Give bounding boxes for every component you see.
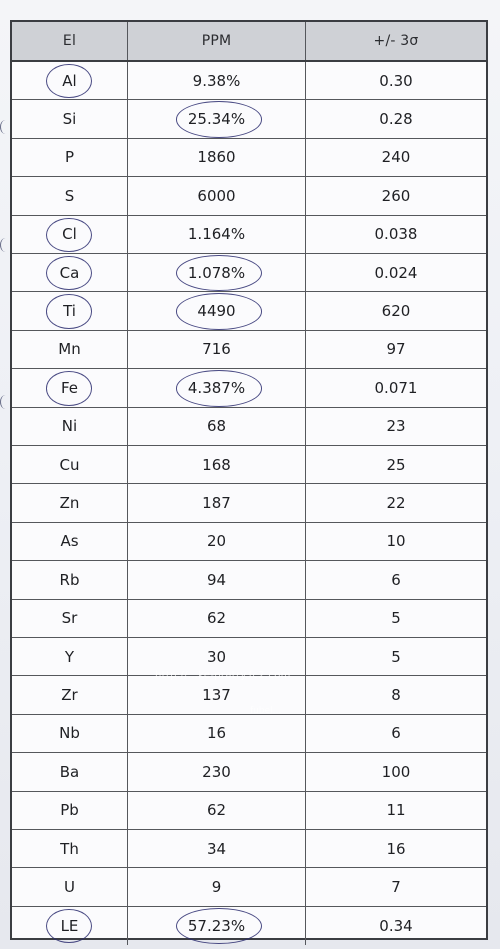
ppm-value: 30 (128, 638, 306, 675)
ppm-value: 716 (128, 331, 306, 368)
sigma-value: 11 (386, 801, 406, 820)
table-row (12, 600, 486, 638)
element-symbol: P (12, 139, 128, 176)
table-row (12, 177, 486, 215)
element-symbol: LE (12, 907, 128, 945)
margin-pen-mark (0, 395, 11, 409)
table-row (12, 792, 486, 830)
element-symbol: Th (12, 830, 128, 867)
ppm-value: 1.164% (128, 216, 306, 253)
element-symbol: Fe (12, 369, 128, 406)
sigma-value: 6 (391, 724, 401, 743)
table-row (12, 331, 486, 369)
table-row (12, 561, 486, 599)
table-row (12, 369, 486, 407)
ppm-value: 9 (128, 868, 306, 905)
sigma-value: 22 (386, 494, 406, 513)
table-row (12, 408, 486, 446)
table-row (12, 907, 486, 945)
watermark-text-small: fubel... (250, 706, 282, 716)
table-row (12, 446, 486, 484)
sigma-value: 5 (391, 609, 401, 628)
sigma-value: 100 (381, 762, 411, 781)
sigma-value: 7 (391, 878, 401, 897)
sigma-value: 240 (381, 148, 411, 167)
ppm-value: 16 (128, 715, 306, 752)
element-symbol: Ba (12, 753, 128, 790)
sigma-value: 25 (386, 455, 406, 474)
element-symbol: Nb (12, 715, 128, 752)
ppm-value: 230 (128, 753, 306, 790)
element-symbol: Cu (12, 446, 128, 483)
ppm-value: 20 (128, 523, 306, 560)
sigma-value: 10 (386, 532, 406, 551)
element-symbol: Zn (12, 484, 128, 521)
header-element: El (12, 22, 128, 60)
table-row (12, 753, 486, 791)
element-symbol: Sr (12, 600, 128, 637)
ppm-value: 34 (128, 830, 306, 867)
table-row (12, 868, 486, 906)
table-row (12, 62, 486, 100)
sigma-value: 0.30 (379, 71, 413, 90)
sigma-value: 8 (391, 686, 401, 705)
sigma-value: 0.024 (374, 263, 418, 282)
header-sigma: +/- 3σ (373, 33, 419, 49)
table-row (12, 100, 486, 138)
element-symbol: Al (12, 62, 128, 99)
table-row (12, 292, 486, 330)
table-row (12, 523, 486, 561)
ppm-value: 168 (128, 446, 306, 483)
element-symbol: S (12, 177, 128, 214)
ppm-value: 68 (128, 408, 306, 445)
element-symbol: Zr (12, 676, 128, 713)
sigma-value: 16 (386, 839, 406, 858)
table-row (12, 676, 486, 714)
ppm-value: 4490 (128, 292, 306, 329)
margin-pen-mark (0, 238, 11, 252)
ppm-value: 62 (128, 600, 306, 637)
element-symbol: Ti (12, 292, 128, 329)
ppm-value: 9.38% (128, 62, 306, 99)
ppm-value: 62 (128, 792, 306, 829)
element-symbol: As (12, 523, 128, 560)
sigma-value: 23 (386, 417, 406, 436)
element-symbol: Mn (12, 331, 128, 368)
table-row (12, 715, 486, 753)
watermark-text: http://...ke-pratry.fc2.com (155, 670, 291, 681)
table-header-row (12, 22, 486, 62)
sigma-value: 97 (386, 340, 406, 359)
table-row (12, 216, 486, 254)
table-row (12, 254, 486, 292)
sigma-value: 0.071 (374, 378, 418, 397)
element-symbol: U (12, 868, 128, 905)
element-symbol: Rb (12, 561, 128, 598)
ppm-value: 57.23% (128, 907, 306, 945)
ppm-value: 6000 (128, 177, 306, 214)
element-symbol: Pb (12, 792, 128, 829)
margin-pen-mark (0, 120, 11, 134)
sigma-value: 0.28 (379, 110, 413, 129)
table-row (12, 139, 486, 177)
sigma-value: 6 (391, 570, 401, 589)
sigma-value: 260 (381, 186, 411, 205)
ppm-value: 187 (128, 484, 306, 521)
header-ppm: PPM (128, 22, 306, 60)
ppm-value: 1860 (128, 139, 306, 176)
element-symbol: Ca (12, 254, 128, 291)
ppm-value: 94 (128, 561, 306, 598)
sigma-value: 0.34 (379, 916, 413, 935)
sigma-value: 5 (391, 647, 401, 666)
ppm-value: 137 (128, 676, 306, 713)
ppm-value: 4.387% (128, 369, 306, 406)
ppm-value: 1.078% (128, 254, 306, 291)
element-symbol: Cl (12, 216, 128, 253)
element-symbol: Ni (12, 408, 128, 445)
sigma-value: 0.038 (374, 225, 418, 244)
table-row (12, 830, 486, 868)
ppm-value: 25.34% (128, 100, 306, 137)
table-row (12, 484, 486, 522)
element-symbol: Si (12, 100, 128, 137)
element-ppm-table (10, 20, 488, 940)
element-symbol: Y (12, 638, 128, 675)
sigma-value: 620 (381, 302, 411, 321)
